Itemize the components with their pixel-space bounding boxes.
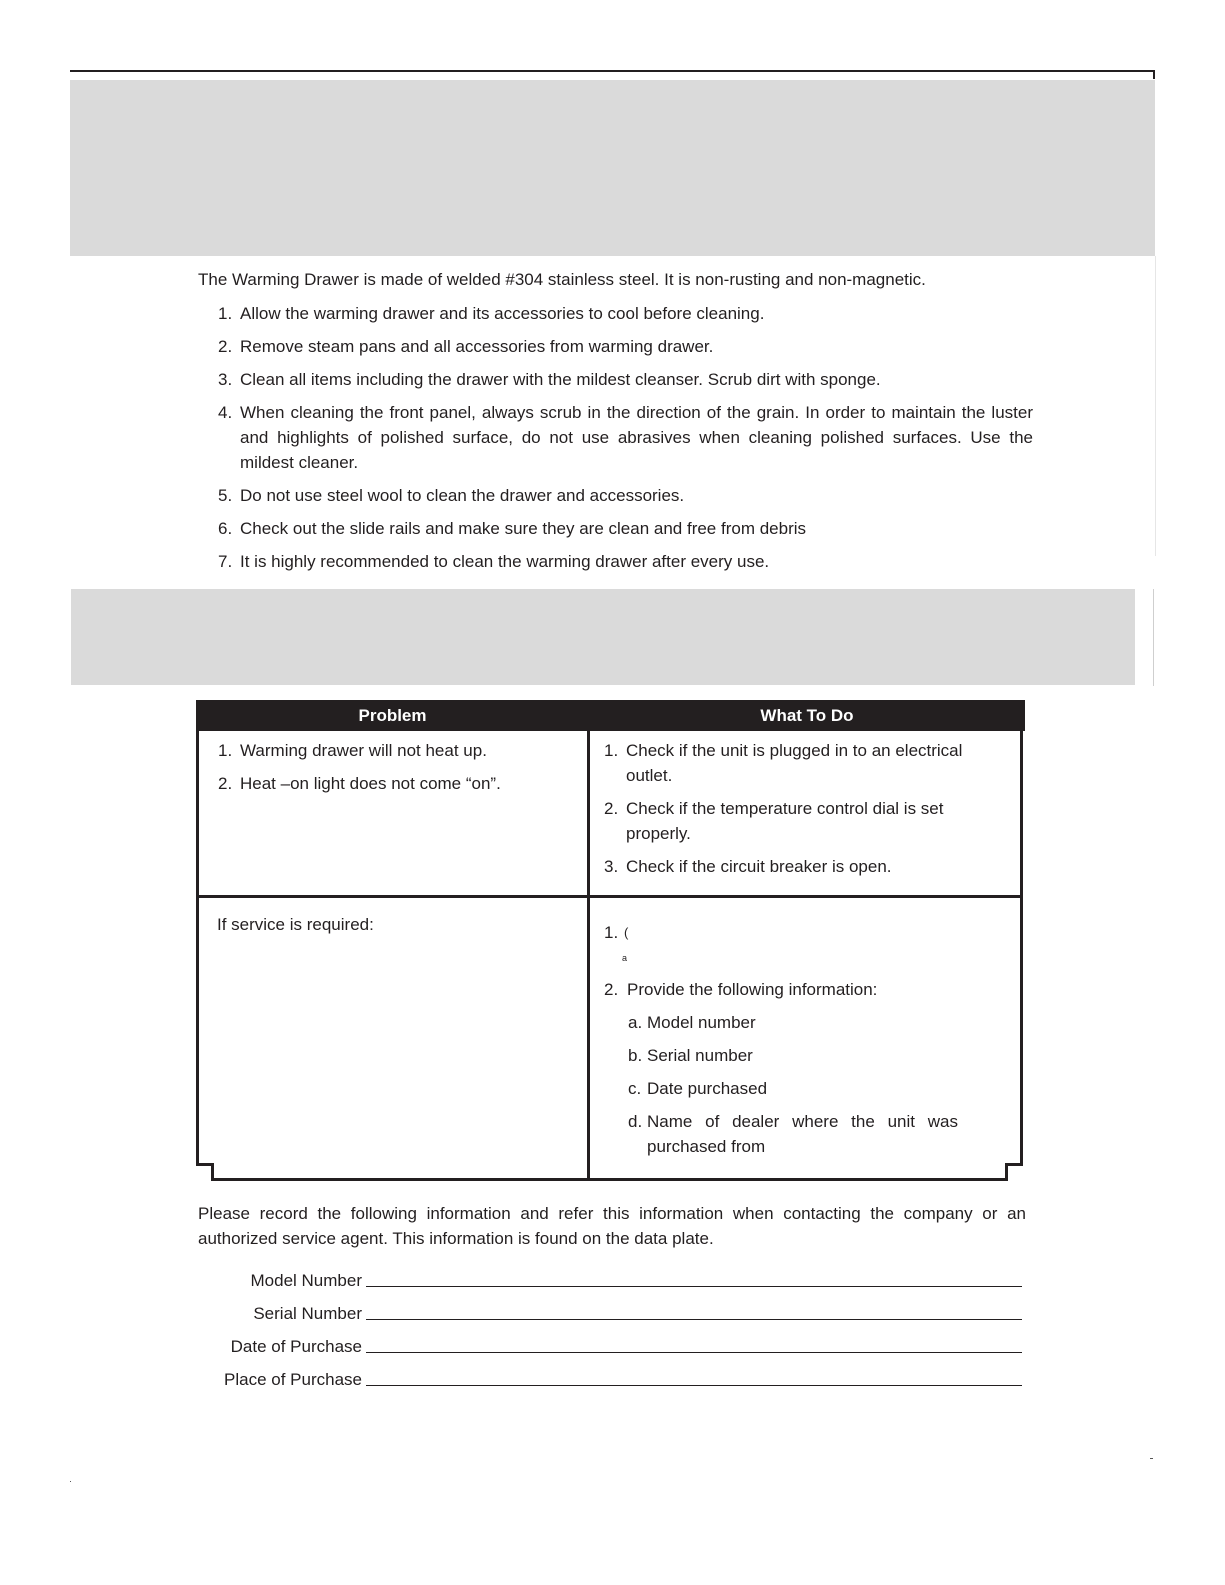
cleaning-steps (218, 301, 1033, 582)
fill-in-line (366, 1286, 1022, 1287)
table-row-divider (196, 895, 1023, 898)
band-edge (1153, 589, 1154, 686)
list-item: 3. Check if the circuit breaker is open. (604, 857, 892, 876)
field-serial-number (198, 1292, 1024, 1325)
row2-action1-fragment: ( (624, 925, 629, 940)
row2-sub-items (628, 1010, 958, 1167)
fill-in-line (366, 1385, 1022, 1386)
list-item: 2. Check if the temperature control dial is set properly. (604, 799, 944, 843)
section-header-band-cleaning (70, 80, 1155, 256)
list-item: 1. Warming drawer will not heat up. (218, 741, 487, 760)
row2-action1-num: 1. (604, 923, 619, 942)
list-item: d. Name of dealer where the unit was purchased from (628, 1112, 958, 1156)
table-header (196, 700, 1025, 731)
troubleshooting-table (196, 700, 1025, 1182)
row2-action1-fragment: a (622, 953, 628, 963)
list-item: 4. When cleaning the front panel, always scrub in the direction of the grain. In order to maintain the luster and highlights of polished surface, do not use abrasives when cleaning polished surfaces. Use the mildest cleaner. (218, 403, 1033, 472)
field-place-of-purchase (198, 1358, 1024, 1391)
table-column-divider (587, 731, 590, 1180)
field-model-number (198, 1259, 1024, 1292)
list-item: a. Model number (628, 1013, 756, 1032)
list-item: 1. Check if the unit is plugged in to an electrical outlet. (604, 741, 963, 785)
row1-problem-cell (218, 738, 578, 804)
top-rule-tick (1153, 70, 1155, 79)
section-header-band-troubleshooting (71, 589, 1135, 685)
list-item: 7. It is highly recommended to clean the warming drawer after every use. (218, 552, 770, 571)
record-instructions: Please record the following information and refer this information when contacting the company or an authorized service agent. This information is found on the data plate. (198, 1204, 1026, 1248)
list-item: b. Serial number (628, 1046, 753, 1065)
field-label: Serial Number (253, 1304, 362, 1323)
field-date-of-purchase (198, 1325, 1024, 1358)
table-corner-right (1005, 1163, 1023, 1166)
fill-in-line (366, 1352, 1022, 1353)
table-border-right (1020, 731, 1023, 1166)
record-fields (198, 1259, 1024, 1391)
table-border-left (196, 731, 199, 1166)
top-rule (70, 70, 1155, 72)
list-item: c. Date purchased (628, 1079, 768, 1098)
list-item: 6. Check out the slide rails and make sure they are clean and free from debris (218, 519, 807, 538)
page-mark (70, 1481, 71, 1482)
page-mark (1150, 1458, 1153, 1459)
list-item: 2. Heat –on light does not come “on”. (218, 774, 501, 793)
band-edge (1155, 256, 1156, 556)
header-what-to-do: What To Do (760, 706, 854, 725)
row2-action2-num: 2. (604, 980, 619, 999)
header-problem: Problem (358, 706, 427, 725)
list-item: 1. Allow the warming drawer and its accessories to cool before cleaning. (218, 304, 765, 323)
table-border-bottom (211, 1178, 1008, 1181)
row2-problem-cell: If service is required: (217, 915, 374, 934)
fill-in-line (366, 1319, 1022, 1320)
row2-action2-text: Provide the following information: (627, 980, 878, 999)
list-item: 3. Clean all items including the drawer with the mildest cleanser. Scrub dirt with sponge. (218, 370, 881, 389)
field-label: Date of Purchase (230, 1337, 362, 1356)
list-item: 2. Remove steam pans and all accessories from warming drawer. (218, 337, 714, 356)
field-label: Place of Purchase (224, 1370, 362, 1389)
cleaning-intro: The Warming Drawer is made of welded #304 stainless steel. It is non-rusting and non-magnetic. (198, 270, 926, 289)
list-item: 5. Do not use steel wool to clean the drawer and accessories. (218, 486, 685, 505)
row1-action-cell (604, 738, 964, 887)
field-label: Model Number (250, 1271, 362, 1290)
